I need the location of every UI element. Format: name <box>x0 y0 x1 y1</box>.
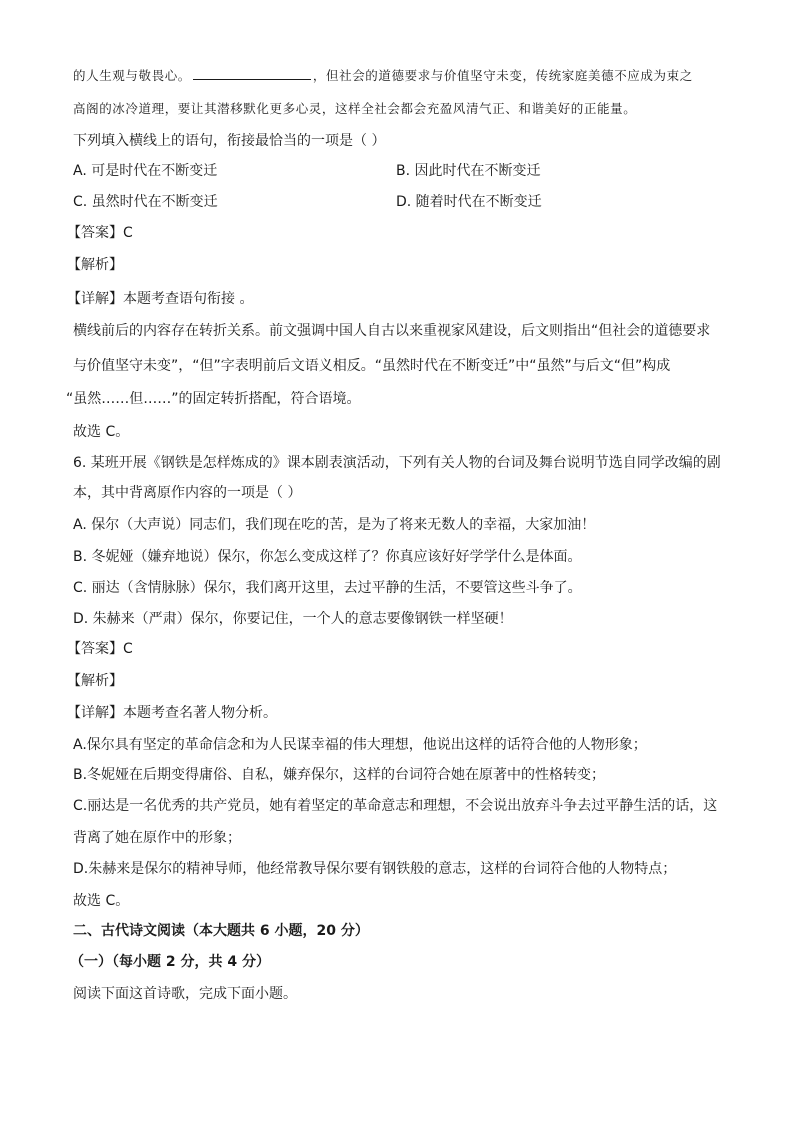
section-2-title: 二、古代诗文阅读（本大题共 6 小题，20 分） <box>73 923 369 939</box>
q5-stem: 下列填入横线上的语句，衔接最恰当的一项是（ ） <box>73 133 386 149</box>
q6-option-b: B. 冬妮娅（嫌弃地说）保尔，你怎么变成这样了？你真应该好好学学什么是体面。 <box>73 549 582 565</box>
section-2-instruction: 阅读下面这首诗歌，完成下面小题。 <box>73 986 297 1002</box>
q6-explanation-a: A.保尔具有坚定的革命信念和为人民谋幸福的伟大理想，他说出这样的话符合他的人物形象； <box>73 737 647 753</box>
q6-explanation-c-line-1: C.丽达是一名优秀的共产党员，她有着坚定的革命意志和理想，不会说出放弃斗争去过平静生活的话，这 <box>73 798 718 814</box>
passage-line-1 <box>73 66 693 86</box>
q6-analysis-label: 【解析】 <box>67 673 123 689</box>
q6-answer: 【答案】C <box>67 641 133 657</box>
q6-conclusion: 故选 C。 <box>73 893 130 909</box>
q6-option-a: A. 保尔（大声说）同志们，我们现在吃的苦，是为了将来无数人的幸福，大家加油！ <box>73 517 596 533</box>
q6-stem-line-1: 6. 某班开展《钢铁是怎样炼成的》课本剧表演活动，下列有关人物的台词及舞台说明节选自同学改编的剧 <box>73 455 721 471</box>
q6-explanation-c-line-2: 背离了她在原作中的形象； <box>73 830 241 846</box>
q6-explanation-b: B.冬妮娅在后期变得庸俗、自私，嫌弃保尔，这样的台词符合她在原著中的性格转变； <box>73 767 606 783</box>
q6-detail: 【详解】本题考查名著人物分析。 <box>67 705 277 721</box>
passage-line-2: 高阁的冰冷道理，要让其潜移默化更多心灵，这样全社会都会充盈风清气正、和谐美好的正能量。 <box>73 101 637 116</box>
q5-answer: 【答案】C <box>67 225 133 241</box>
passage-text-before-blank: 的人生观与敬畏心。 <box>73 68 191 83</box>
q6-option-d: D. 朱赫来（严肃）保尔，你要记住，一个人的意志要像钢铁一样坚硬！ <box>73 611 513 627</box>
q6-option-c: C. 丽达（含情脉脉）保尔，我们离开这里，去过平静的生活，不要管这些斗争了。 <box>73 580 582 596</box>
q5-option-c: C. 虽然时代在不断变迁 <box>73 194 218 210</box>
fill-in-blank <box>193 67 311 80</box>
q6-explanation-d: D.朱赫来是保尔的精神导师，他经常教导保尔要有钢铁般的意志，这样的台词符合他的人物特点； <box>73 861 677 877</box>
q5-explanation-line-2: 与价值坚守未变”，“但”字表明前后文语义相反。“虽然时代在不断变迁”中“虽然”与后文“但”构成 <box>73 358 671 374</box>
q5-explanation-line-3: “虽然……但……”的固定转折搭配，符合语境。 <box>66 391 361 407</box>
q5-analysis-label: 【解析】 <box>67 257 123 273</box>
q5-option-d: D. 随着时代在不断变迁 <box>396 194 542 210</box>
q5-explanation-line-1: 横线前后的内容存在转折关系。前文强调中国人自古以来重视家风建设，后文则指出“但社会的道德要求 <box>73 323 711 339</box>
q5-option-b: B. 因此时代在不断变迁 <box>396 163 541 179</box>
q5-conclusion: 故选 C。 <box>73 424 130 440</box>
q5-option-a: A. 可是时代在不断变迁 <box>73 163 218 179</box>
q5-detail: 【详解】本题考查语句衔接 。 <box>67 291 254 307</box>
q6-stem-line-2: 本，其中背离原作内容的一项是（ ） <box>73 485 302 501</box>
passage-text-after-blank: ，但社会的道德要求与价值坚守未变，传统家庭美德不应成为束之 <box>312 68 693 83</box>
section-2-subheading: （一）（每小题 2 分，共 4 分） <box>70 954 270 970</box>
